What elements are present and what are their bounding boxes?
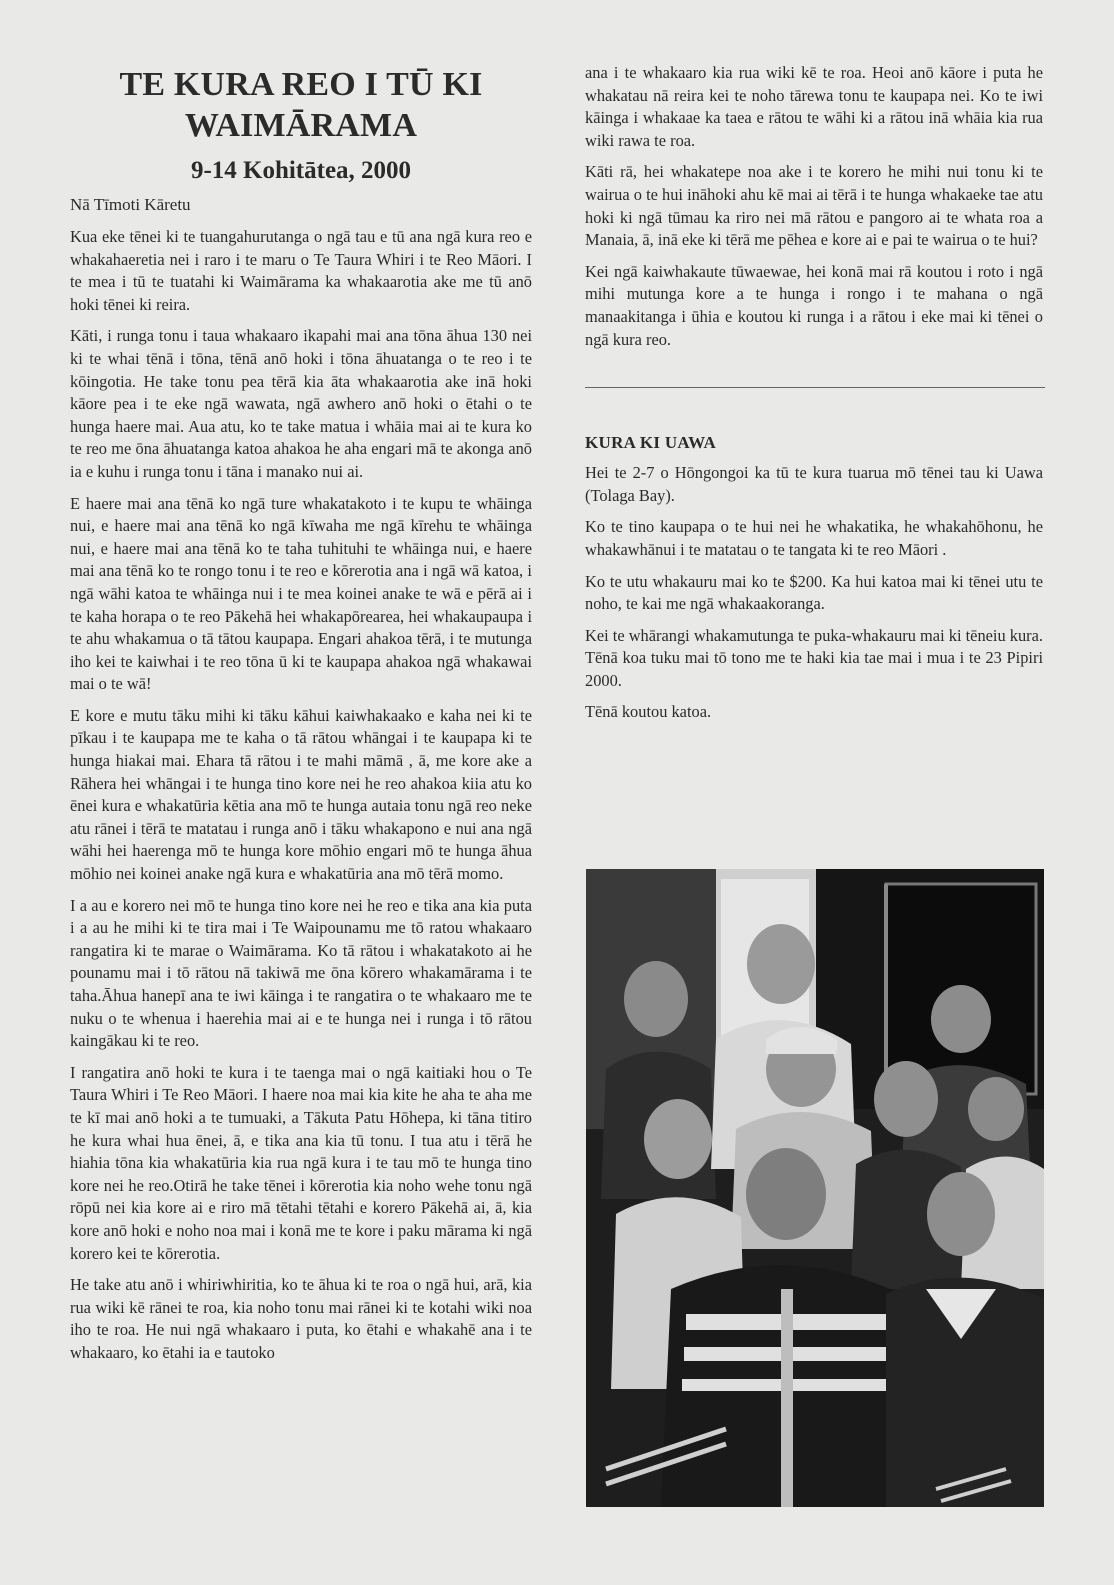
paragraph: ana i te whakaaro kia rua wiki kē te roa. Heoi anō kāore i puta he whakatau nā reira kei te noho tārewa tonu te kaupapa nei. Ko te iwi kāinga i whakaae ka taea e rātou te wāhi ki a rātou inā whāia kia rua wiki rawa te roa. [585,63,1043,150]
paragraph: Ko te tino kaupapa o te hui nei he whakatika, he whakahōhonu, he whakawhānui i te matatau o te tangata ki te reo Māori . [585,517,1043,559]
right-column [585,62,1043,733]
article-date: 9-14 Kohitātea, 2000 [190,157,412,184]
paragraph: I a au e korero nei mō te hunga tino kore nei he reo e tika ana kia puta i a au he mihi ki te tira mai i Te Waipounamu me tō ratou whakaaro rangatira ki te marae o Waimārama. Ko tā rātou i whakatakoto ai he pounamu mai i tō rātou nā takiwā me ōna kōrero whakamārama i te taha.Āhua hanepī ana te iwi kāinga i te rangatira o te whakaaro me te nuku o te whenua i haerehia mai ai e te hunga nei i runga i tō rātou kaingākau ki te reo. [70,895,532,1051]
paragraph: Kāti, i runga tonu i taua whakaaro ikapahi mai ana tōna āhua 130 nei ki te whai tēnā i tōna, tēnā anō hoki i tōna āhuatanga o te reo i te kōingotia. He take tonu pea tērā kia āta whakaarotia ake inā hoki kāore pea i te eke ngā wawata, ngā awhero anō hoki o ētahi o te hunga haere mai. Aua atu, ko te take matua i whāia mai ai te kura ko te reo me ōna āhuatanga katoa ahakoa he aha engari mā te akonga anō ia e kuhu i runga tonu i tāna i manako nui ai. [70,326,532,481]
paragraph: Kāti rā, hei whakatepe noa ake i te korero he mihi nui tonu ki te wairua o te hui ināhoki ahu kē mai ai tērā i te hunga whakaeke tae atu hoki ki ngā tūmau ka riro nei mā rātou e pangoro ai te whata roa a Manaia, ā, inā eke ki tērā me pēhea e kore ai e pai te wairua o te hui? [585,162,1043,250]
paragraph: E haere mai ana tēnā ko ngā ture whakatakoto i te kupu te whāinga nui, e haere mai ana tēnā ko ngā kīwaha me ngā kīrehu te whāinga nui, e haere mai ana tēnā ko te taha tuhituhi te whāinga nui, e haere mai ana tēnā ko te rongo tonu i te reo e kōrerotia ana i ngā wā katoa, i ngā wāhi katoa te whāinga nui i te mea koinei anake te wā e pērā ai i te kaha horapa o te reo Pākehā hei whakapōrearea, hei whakaupaupa i te ahu whakamua o tā tātou kaupapa. Engari ahakoa tērā, i te mutunga iho kei te kaiwhai i te reo tōna ū ki te kaupapa ahakoa ngā whakawai mai o te wā! [70,493,532,694]
paragraph: Kei ngā kaiwhakaute tūwaewae, hei konā mai rā koutou i roto i ngā mihi mutunga kore a te hunga i rongo i te mahana o ngā manaakitanga i ūhia e koutou ki runga i a rātou i eke mai ki tēnei o ngā kura reo. [585,261,1043,349]
left-column [70,64,532,1374]
paragraph: Ko te utu whakauru mai ko te $200. Ka hui katoa mai ki tēnei utu te noho, te kai me ngā whakaakoranga. [585,571,1043,614]
paragraph: E kore e mutu tāku mihi ki tāku kāhui kaiwhakaako e kaha nei ki te pīkau i te kaupapa me te kaha o tā rātou whāngai i te kaupapa ki te hunga hiakai mai. Ehara tā rātou i te mahi māmā , ā, me kore ake a Rāhera hei whāngai i te hunga tino kore nei he reo ahakoa kiia atu ko ēnei kura e whakatūria kētia ana mō te hunga autaia tonu ngā reo neke atu rānei i tērā te matatau i runga anō i tāku whakapono e nui ana ngā wāhi hei haerenga mō te hunga kore mōhio engari mō te hunga āhua mōhio nei koinei anake ngā kura e whakatūria ana mō tērā momo. [70,705,532,884]
paragraph: He take atu anō i whiriwhiritia, ko te āhua ki te roa o ngā hui, arā, kia rua wiki kē rānei te roa, kia noho tonu mai rānei ki te kotahi wiki noa iho te roa. He nui ngā whakaaro i puta, ko ētahi e whakahē ana i te whakaaro, ko ētahi ia e tautoko [70,1275,532,1362]
paragraph: Tēnā koutou katoa. [585,702,712,722]
paragraph: Kei te whārangi whakamutunga te puka-whakauru mai ki tēneiu kura. Tēnā koa tuku mai tō tono me te haki kia tae mai i mua i te 23 Pipiri 2000. [585,625,1043,690]
article-title: TE KURA REO I TŪ KI WAIMĀRAMA [119,66,483,144]
group-photo-illustration [586,869,1044,1507]
paragraph: Kua eke tēnei ki te tuangahurutanga o ngā tau e tū ana ngā kura reo e whakahaeretia nei i raro i te maru o Te Taura Whiri i te Reo Māori. I te mea i tū te tuatahi ki Waimārama ka whakaarotia ake me tū anō hoki tēnei ki reira. [70,227,532,314]
section-heading: KURA KI UAWA [585,433,717,453]
paragraph: I rangatira anō hoki te kura i te taenga mai o ngā kaitiaki hou o Te Taura Whiri i Te Reo Māori. I haere noa mai kia kite he aha te aha me te kī mai anō hoki a te tumuaki, a Tākuta Patu Hōhepa, ki tāna titiro he kura whai hua ēnei, ā, e tika ana kia tū tonu. I tua atu i tērā he hiahia tōna kia whakatūria kia rua ngā kura i te tau mō te hunga tino kore nei he reo.Otirā he take tēnei i kōrerotia kia noho wehe tonu ngā rōpū nei kia kore ai e riro mā tētahi tētahi e korero Pākehā ai, ā, kia kore anō hoki e noho noa mai i konā me te kore i paku mārama ki ngā korero kei te kōrerotia. [70,1062,532,1263]
section-divider [585,387,1045,388]
paragraph: Hei te 2-7 o Hōngongoi ka tū te kura tuarua mō tēnei tau ki Uawa (Tolaga Bay). [585,463,1043,505]
group-photo [586,869,1044,1507]
byline: Nā Tīmoti Kāretu [70,195,191,214]
